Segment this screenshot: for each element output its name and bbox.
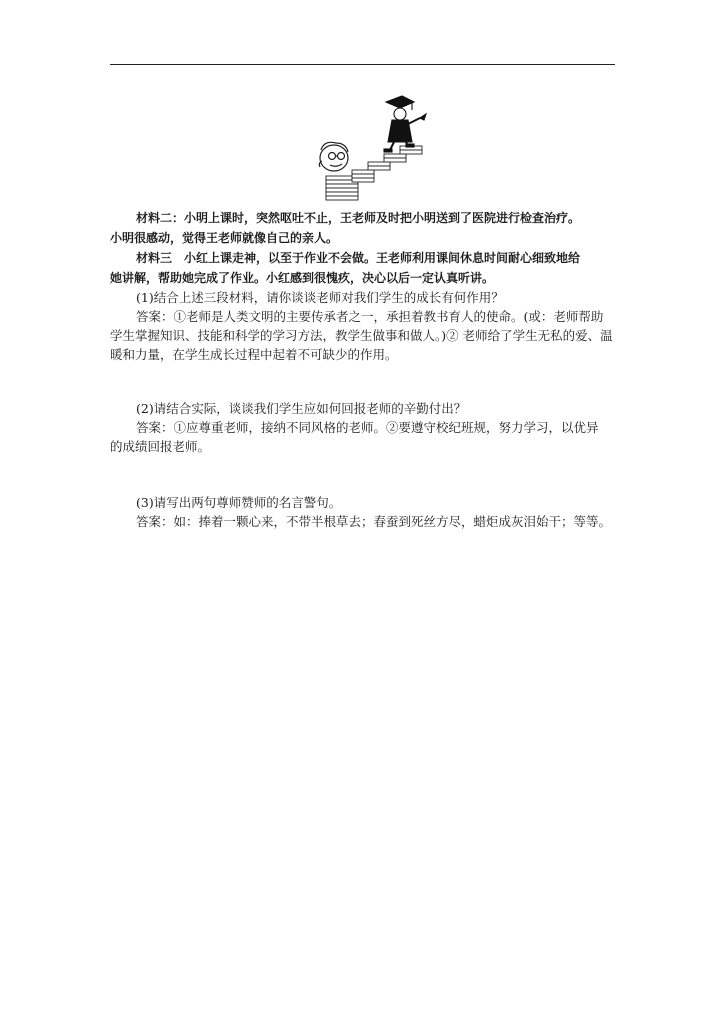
question-2: (2)请结合实际，谈谈我们学生应如何回报老师的辛勤付出？	[136, 401, 467, 416]
answer-1-line1: 答案：①老师是人类文明的主要传承者之一，承担着教书育人的使命。(或：老师帮助	[136, 309, 604, 324]
material3-line2: 她讲解，帮助她完成了作业。小红感到很愧疚，决心以后一定认真听讲。	[110, 271, 495, 285]
answer-1-line2: 学生掌握知识、技能和科学的学习方法，教学生做事和做人。)② 老师给了学生无私的爱、温	[110, 328, 613, 343]
question-1: (1)结合上述三段材料，请你谈谈老师对我们学生的成长有何作用？	[136, 290, 504, 305]
graduation-stairs-illustration	[312, 88, 438, 206]
answer-2-line2: 的成绩回报老师。	[110, 439, 211, 454]
child-head-icon	[319, 142, 348, 171]
material2-line1: 材料二：小明上课时，突然呕吐不止，王老师及时把小明送到了医院进行检查治疗。	[136, 211, 581, 225]
answer-3-line1: 答案：如：捧着一颗心来，不带半根草去；春蚕到死丝方尽，蜡炬成灰泪始干；等等。	[136, 514, 612, 529]
answer-2-line1: 答案：①应尊重老师，接纳不同风格的老师。②要遵守校纪班规，努力学习，以优异	[136, 420, 599, 435]
graduate-figure-icon	[384, 96, 426, 152]
answer-1-line3: 暖和力量，在学生成长过程中起着不可缺少的作用。	[110, 347, 398, 362]
material3-line1: 材料三 小红上课走神，以至于作业不会做。王老师利用课间休息时间耐心细致地给	[136, 251, 581, 265]
question-3: (3)请写出两句尊师赞师的名言警句。	[136, 495, 342, 510]
header-rule	[110, 64, 615, 65]
material2-line2: 小明很感动，觉得王老师就像自己的亲人。	[110, 231, 339, 245]
